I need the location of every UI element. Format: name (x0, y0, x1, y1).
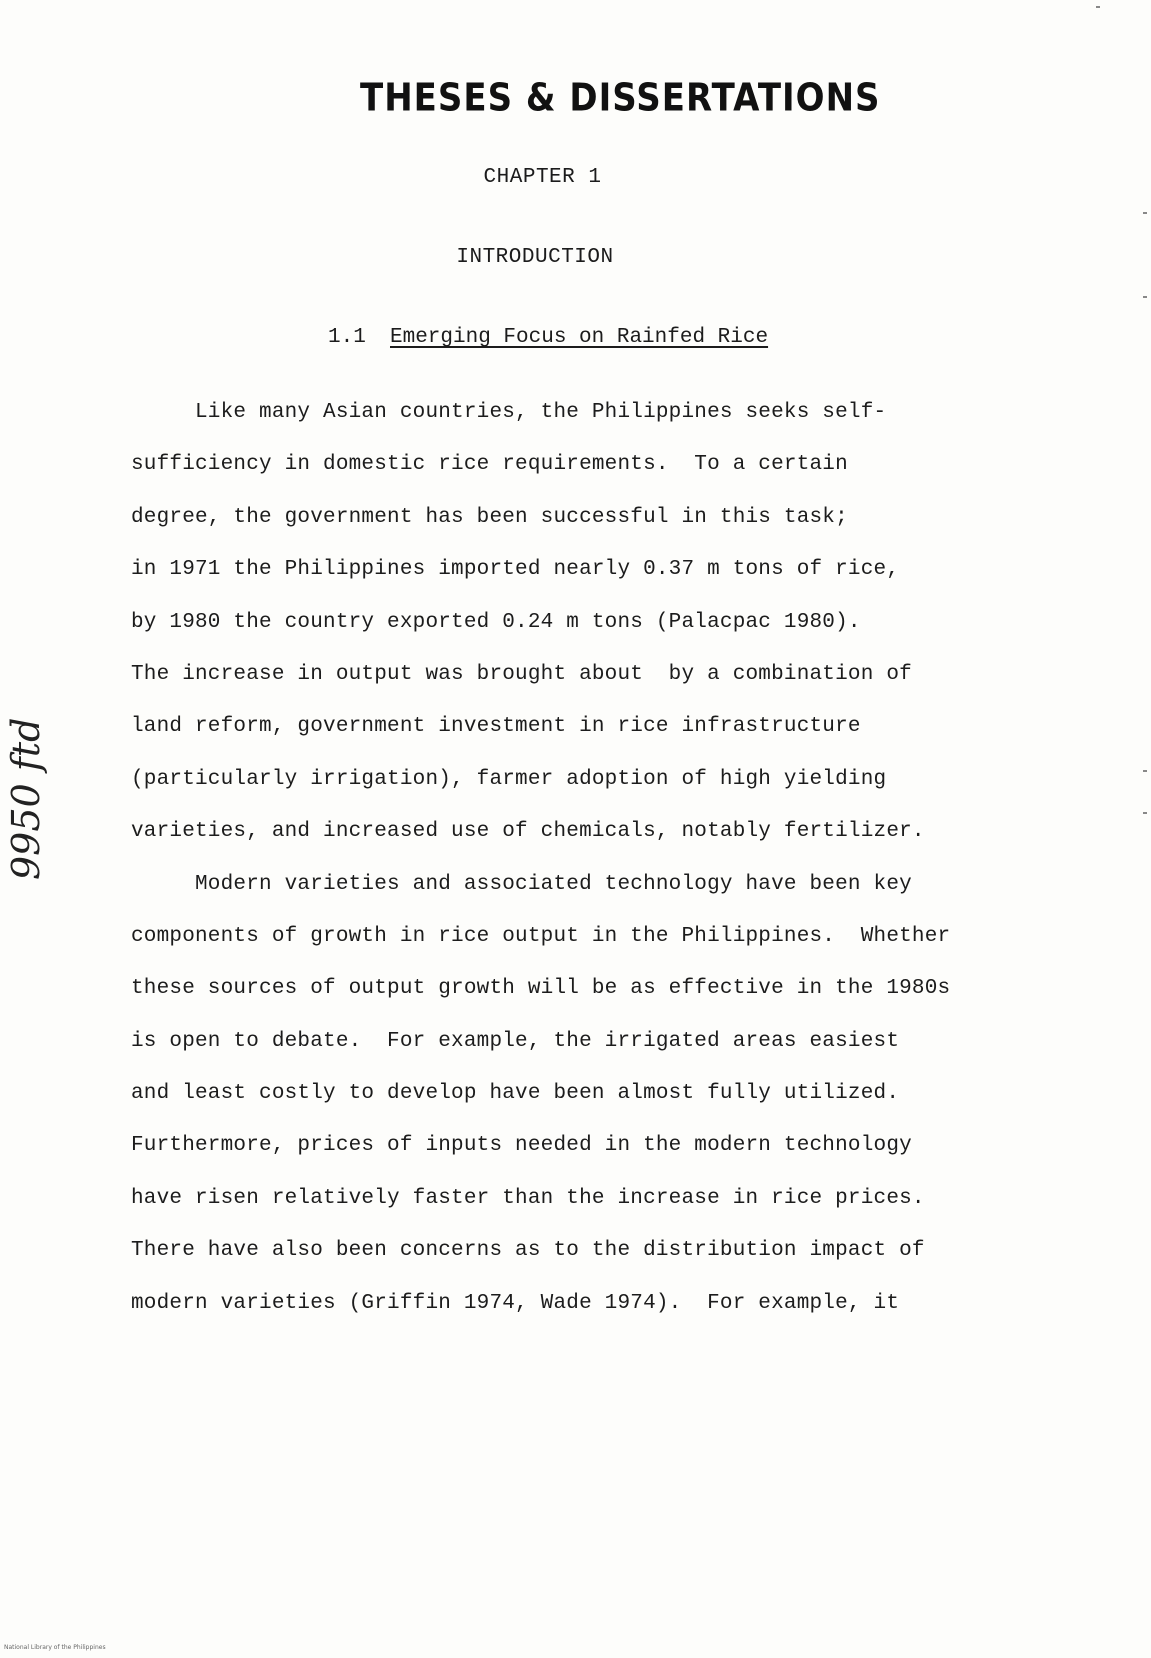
scan-edge-mark (1096, 6, 1100, 8)
scan-edge-mark (1143, 770, 1147, 772)
chapter-label: CHAPTER 1 (483, 166, 602, 189)
text-line: have risen relatively faster than the increase in rice prices. (131, 1186, 925, 1210)
text-line: these sources of output growth will be as effective in the 1980s (131, 977, 951, 1001)
section-heading (328, 326, 768, 349)
text-line: land reform, government investment in rice infrastructure (131, 715, 861, 739)
theses-dissertations-stamp: THESES & DISSERTATIONS (360, 76, 881, 121)
text-line: (particularly irrigation), farmer adoption of high yielding (131, 767, 887, 791)
chapter-title: INTRODUCTION (456, 246, 614, 269)
text-line: Modern varieties and associated technology have been key (131, 872, 912, 896)
text-line: is open to debate. For example, the irrigated areas easiest (131, 1029, 900, 1053)
text-line: sufficiency in domestic rice requirements. To a certain (131, 453, 848, 477)
text-line: by 1980 the country exported 0.24 m tons (Palacpac 1980). (131, 610, 861, 634)
text-line: modern varieties (Griffin 1974, Wade 1974). For example, it (131, 1291, 900, 1315)
handwritten-call-number: 9950 ftd (4, 717, 48, 880)
text-line: varieties, and increased use of chemicals, notably fertilizer. (131, 820, 925, 844)
scan-edge-mark (1143, 212, 1147, 214)
section-title: Emerging Focus on Rainfed Rice (390, 326, 769, 349)
text-line: Furthermore, prices of inputs needed in the modern technology (131, 1134, 912, 1158)
scan-footer: National Library of the Philippines (4, 1644, 106, 1651)
text-line: There have also been concerns as to the distribution impact of (131, 1239, 925, 1263)
scan-edge-mark (1143, 812, 1147, 814)
text-line: components of growth in rice output in the Philippines. Whether (131, 924, 951, 948)
text-line: in 1971 the Philippines imported nearly 0.37 m tons of rice, (131, 558, 900, 582)
scan-edge-mark (1143, 296, 1147, 298)
body-text (131, 399, 1001, 1342)
text-line: degree, the government has been successful in this task; (131, 505, 848, 529)
text-line: Like many Asian countries, the Philippines seeks self- (131, 401, 887, 424)
text-line: The increase in output was brought about by a combination of (131, 662, 912, 686)
text-line: and least costly to develop have been almost fully utilized. (131, 1082, 900, 1106)
section-number: 1.1 (328, 326, 366, 349)
